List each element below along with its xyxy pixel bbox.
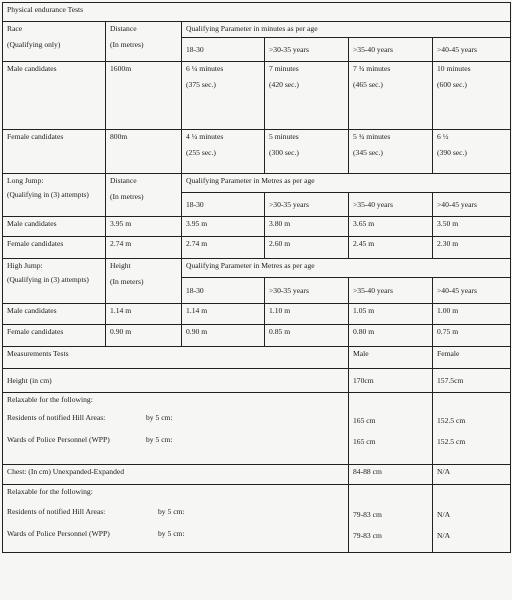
longjump-age-3: >35-40 years xyxy=(349,193,433,217)
highjump-age-4: >40-45 years xyxy=(433,278,511,304)
wpp1-label: Wards of Police Personnel (WPP) xyxy=(7,434,110,444)
sec: (465 sec.) xyxy=(353,80,383,90)
race-distance-cell xyxy=(106,22,182,62)
highjump-age-3: >35-40 years xyxy=(349,278,433,304)
relax1-cell xyxy=(3,393,349,465)
value: 5 minutes xyxy=(269,132,299,141)
hill1-by: by 5 cm: xyxy=(146,413,173,423)
endurance-table xyxy=(2,2,511,553)
sec: (390 sec.) xyxy=(437,148,467,158)
race-age-2: >30-35 years xyxy=(265,38,349,62)
race-female-distance: 800m xyxy=(106,130,182,174)
highjump-param-title: Qualifying Parameter in Metres as per age xyxy=(182,259,511,278)
highjump-male-18-30: 1.14 m xyxy=(182,304,265,325)
value: 7 ¾ minutes xyxy=(353,64,391,73)
highjump-female-distance: 0.90 m xyxy=(106,325,182,347)
hill2-female: N/A xyxy=(437,510,451,519)
highjump-male-30-35: 1.10 m xyxy=(265,304,349,325)
wpp2-by: by 5 cm: xyxy=(158,528,185,538)
longjump-label: Long Jump: xyxy=(7,176,44,185)
measurements-male-header: Male xyxy=(349,347,433,369)
race-distance-sub: (In metres) xyxy=(110,40,144,50)
relax2-male-cell xyxy=(349,485,433,553)
relax1-label: Relaxable for the following: xyxy=(7,395,93,404)
highjump-male-distance: 1.14 m xyxy=(106,304,182,325)
longjump-distance-label: Distance xyxy=(110,176,137,185)
highjump-distance-sub: (In meters) xyxy=(110,277,144,287)
longjump-label-sub: (Qualifying in (3) attempts) xyxy=(7,190,89,200)
race-male-30-35 xyxy=(265,62,349,130)
highjump-female-35-40: 0.80 m xyxy=(349,325,433,347)
highjump-distance-label: Height xyxy=(110,261,131,270)
hill1-row xyxy=(7,413,344,422)
highjump-label: High Jump: xyxy=(7,261,43,270)
race-age-4: >40-45 years xyxy=(433,38,511,62)
relax2-label: Relaxable for the following: xyxy=(7,487,93,496)
wpp1-male: 165 cm xyxy=(353,437,376,447)
wpp1-female: 152.5 cm xyxy=(437,437,466,447)
highjump-label-sub: (Qualifying in (3) attempts) xyxy=(7,275,89,285)
value: 10 minutes xyxy=(437,64,471,73)
sec: (420 sec.) xyxy=(269,80,299,90)
hill1-female: 152.5 cm xyxy=(437,416,466,425)
relax1-male-cell xyxy=(349,393,433,465)
wpp2-row xyxy=(7,529,344,538)
longjump-female-30-35: 2.60 m xyxy=(265,237,349,259)
highjump-female-40-45: 0.75 m xyxy=(433,325,511,347)
longjump-age-2: >30-35 years xyxy=(265,193,349,217)
hill2-label: Residents of notified Hill Areas: xyxy=(7,507,106,517)
sec: (600 sec.) xyxy=(437,80,467,90)
highjump-female-label: Female candidates xyxy=(3,325,106,347)
measurements-title: Measurements Tests xyxy=(3,347,349,369)
race-distance-label: Distance xyxy=(110,24,137,33)
hill1-male: 165 cm xyxy=(353,416,376,425)
relax1-female-cell xyxy=(433,393,511,465)
longjump-age-1: 18-30 xyxy=(182,193,265,217)
longjump-female-18-30: 2.74 m xyxy=(182,237,265,259)
highjump-female-30-35: 0.85 m xyxy=(265,325,349,347)
highjump-distance-cell xyxy=(106,259,182,304)
longjump-label-cell xyxy=(3,174,106,217)
race-age-1: 18-30 xyxy=(182,38,265,62)
hill2-male: 79-83 cm xyxy=(353,510,382,519)
longjump-male-35-40: 3.65 m xyxy=(349,217,433,237)
value: 7 minutes xyxy=(269,64,299,73)
longjump-distance-cell xyxy=(106,174,182,217)
value: 4 ¼ minutes xyxy=(186,132,224,141)
wpp2-male: 79-83 cm xyxy=(353,531,382,541)
chest-male: 84-88 cm xyxy=(349,465,433,485)
highjump-male-label: Male candidates xyxy=(3,304,106,325)
highjump-male-35-40: 1.05 m xyxy=(349,304,433,325)
longjump-female-40-45: 2.30 m xyxy=(433,237,511,259)
longjump-male-40-45: 3.50 m xyxy=(433,217,511,237)
sec: (300 sec.) xyxy=(269,148,299,158)
sec: (345 sec.) xyxy=(353,148,383,158)
hill2-by: by 5 cm: xyxy=(158,507,185,517)
sec: (255 sec.) xyxy=(186,148,216,158)
measurements-female-header: Female xyxy=(433,347,511,369)
longjump-male-label: Male candidates xyxy=(3,217,106,237)
race-male-distance: 1600m xyxy=(106,62,182,130)
height-label: Height (in cm) xyxy=(3,369,349,393)
longjump-male-18-30: 3.95 m xyxy=(182,217,265,237)
race-male-35-40 xyxy=(349,62,433,130)
sec: (375 sec.) xyxy=(186,80,216,90)
race-label-sub: (Qualifying only) xyxy=(7,40,61,50)
race-female-30-35 xyxy=(265,130,349,174)
value: 6 ½ xyxy=(437,132,449,141)
race-female-40-45 xyxy=(433,130,511,174)
race-male-18-30 xyxy=(182,62,265,130)
race-female-18-30 xyxy=(182,130,265,174)
table-title: Physical endurance Tests xyxy=(3,3,511,22)
longjump-female-35-40: 2.45 m xyxy=(349,237,433,259)
highjump-age-1: 18-30 xyxy=(182,278,265,304)
relax2-female-cell xyxy=(433,485,511,553)
longjump-male-distance: 3.95 m xyxy=(106,217,182,237)
highjump-label-cell xyxy=(3,259,106,304)
race-male-label: Male candidates xyxy=(3,62,106,130)
longjump-age-4: >40-45 years xyxy=(433,193,511,217)
chest-female: N/A xyxy=(433,465,511,485)
value: 5 ¾ minutes xyxy=(353,132,391,141)
highjump-male-40-45: 1.00 m xyxy=(433,304,511,325)
longjump-male-30-35: 3.80 m xyxy=(265,217,349,237)
hill2-row xyxy=(7,507,344,516)
race-label-cell xyxy=(3,22,106,62)
race-female-35-40 xyxy=(349,130,433,174)
longjump-distance-sub: (In metres) xyxy=(110,192,144,202)
wpp2-label: Wards of Police Personnel (WPP) xyxy=(7,528,110,538)
race-male-40-45 xyxy=(433,62,511,130)
race-param-title: Qualifying Parameter in minutes as per age xyxy=(182,22,511,38)
hill1-label: Residents of notified Hill Areas: xyxy=(7,413,106,423)
longjump-female-distance: 2.74 m xyxy=(106,237,182,259)
relax2-cell xyxy=(3,485,349,553)
race-age-3: >35-40 years xyxy=(349,38,433,62)
wpp2-female: N/A xyxy=(437,531,451,541)
height-female: 157.5cm xyxy=(433,369,511,393)
value: 6 ¼ minutes xyxy=(186,64,224,73)
wpp1-by: by 5 cm: xyxy=(146,434,173,444)
longjump-female-label: Female candidates xyxy=(3,237,106,259)
race-label: Race xyxy=(7,24,23,33)
highjump-age-2: >30-35 years xyxy=(265,278,349,304)
height-male: 170cm xyxy=(349,369,433,393)
race-female-label: Female candidates xyxy=(3,130,106,174)
chest-label: Chest: (In cm) Unexpanded-Expanded xyxy=(3,465,349,485)
highjump-female-18-30: 0.90 m xyxy=(182,325,265,347)
longjump-param-title: Qualifying Parameter in Metres as per age xyxy=(182,174,511,193)
wpp1-row xyxy=(7,435,344,444)
